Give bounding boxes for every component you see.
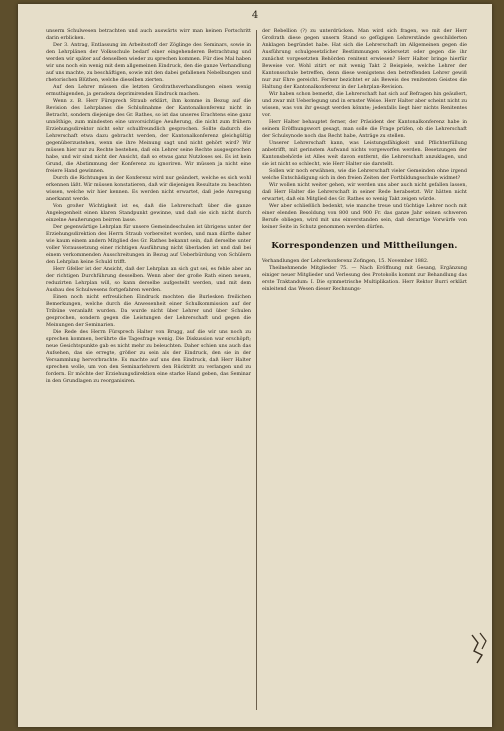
right-paragraph: Wir haben schon bemerkt, die Lehrerschaft hat sich auf Befragen hin geäußert, und zwar mit Ueberlegung und in ernster Weise. Herr Halter aber scheint nicht zu wissen, was von ihr gesagt werden könnte; jedenfalls liegt hier nichts Renitentes vor. xyxy=(262,91,467,118)
column-divider xyxy=(256,30,257,710)
right-paragraph: der Rebellion (?) zu unterdrücken. Man wird sich fragen, wo mit der Herr Großrath diese gegen unsern Stand so gefügigen Lehrerstände geschilderten Anklagen begründet habe. Hat sich die Lehrerschaft im Allgemeinen gegen die Ausführung schulgesetzlicher Bestimmungen widersetzt oder gegen die ihr zunächst vorgesetzten Behörden renitent erwiesen? Herr Halter bringe hierfür Beweise vor. Wohl zitirt er mit wenig Takt 2 Beispiele, welche Lehrer der Kantonsschule betreffen, denn diese wenigstens den betreffenden Lehrer gewiß nur zur Ehre gereicht. Ferner bezichtet er als Beweis des renitenten Geistes die Haltung der Kantonalkonferenz in der Lehrplan-Revision. xyxy=(262,28,467,90)
section-paragraph: Verhandlungen der Lehrerkonferenz Zofingen, 15. November 1882. xyxy=(262,258,429,264)
left-paragraph: Wenn z. B. Herr Fürsprech Straub erklärt, ihm komme in Bezug auf die Revision des Lehrplanes die Schlußnahme der Kantonalkonferenz nicht in Betracht, sondern diejenige des Gr. Rathes, so ist das unseres Erachtens eine ganz unnöthige, zum mindesten eine unvorsichtige Aeußerung, die nicht zum frühern Erziehungsdirektor nicht sehr schulfreundlich gesprochen. Sollte dadurch die Lehrerschaft etwa dazu gebracht werden, der Kantonalkonferenz gleichgültig gegenüberzustehen, wenn sie ihre Meinung sagt und nicht gehört wird? Wir müssen hier nur zu Rechte bestehen, daß ein Lehrer seine Rechte ausgesprochen habe, und wir sind nicht der Ansicht, daß so etwas ganz Nutzloses sei. Es ist kein Grund, die Abstimmung der Konferenz zu ignoriren. Wir müssen ja nicht eine freiere Hand gewinnen. xyxy=(46,98,251,174)
left-paragraph: Von großer Wichtigkeit ist es, daß die Lehrerschaft über die ganze Angelegenheit einen klaren Standpunkt gewinne, und daß sie sich nicht durch einzelne Aeußerungen beirren lasse. xyxy=(46,203,251,223)
left-paragraph: unserm Schulwesen betrachten und auch auswärts wirr man keinen Fortschritt darin erblicken. xyxy=(46,28,251,41)
right-paragraph: Wir wollen nicht weiter gehen, wir werden uns aber auch nicht gefallen lassen, daß Herr Halter die Lehrerschaft in seiner Rede herabsetzt. Wir hätten nicht erwartet, daß ein Mitglied des Gr. Rathes so wenig Takt zeigen würde. xyxy=(262,182,467,202)
page-number: 4 xyxy=(251,10,259,21)
right-paragraph: Herr Halter behauptet ferner, der Präsident der Kantonalkonferenz habe in seinem Eröffnungswort gesagt, man solle die Frage prüfen, ob die Lehrerschaft der Schulsynode noch das Recht habe, Anträge zu stellen. xyxy=(262,119,467,139)
right-paragraph: Wer aber schließlich bedenkt, wie manche treue und tüchtige Lehrer noch mit einer elenden Besoldung von 800 und 900 Fr. das ganze Jahr seinen schweren Berufe obliegen, wird mit uns einverstanden sein, daß derartige Vorwürfe von keiner Seite in Schutz genommen werden dürfen. xyxy=(262,203,467,230)
right-paragraph: Unserer Lehrerschaft kann, was Leistungsfähigkeit und Pflichterfüllung anbetrifft, mit gerinstem Aufwand nichts vorgeworfen werden. Besetzungen der Kantonsbehörde ist Alles weit davon entfernt, die Lehrerschaft anzuklagen, und sie ist nicht so schlecht, wie Herr Halter sie darstellt. xyxy=(262,140,467,167)
right-column xyxy=(262,28,467,293)
left-column xyxy=(46,28,251,385)
left-paragraph: Auf den Lehrer müssen die letzten Großrathsverhandlungen einen wenig ermuthigenden, ja geradezu deprimirenden Eindruck machen. xyxy=(46,84,251,97)
left-paragraph: Der 3. Antrag, Entlassung im Arbeitsstoff der Zöglinge des Seminars, sowie in den Lehrplänen der Volksschule bedarf einer eingehenderen Betrachtung und werden wir später auf denselben wieder zu sprechen kommen. Für dies Mal haben wir uns noch ein wenig mit dem allgemeinen Eindruck, den die ganze Verhandlung auf uns machte, zu beschäftigen, sowie mit den dabei gefallenen Nebelbungen und rhetorischen Blüthen, welche dieselben zierten. xyxy=(46,42,251,83)
left-paragraph: Einen noch nicht erfreulichen Eindruck mochten die Burlesken freilichen Bemerkungen, welche durch die Anwesenheit einer Schulkommission auf der Tribüne veranlaßt wurden. Da wurde nicht über Lehrer und über Schulen gesprochen, sondern gegen die Leistungen der Lehrerschaft und gegen die Meinungen der Seminarien. xyxy=(46,294,251,328)
section-heading: Korrespondenzen und Mittheilungen. xyxy=(271,241,458,251)
section-paragraph: Theilnehmende Mitglieder 75. — Nach Eröffnung mit Gesang, Ergänzung einiger neuer Mitglieder und Verlesung des Protokolls kommt zur Behandlung das erste Traktandum: I. Die symmetrische Multiplikation. Herr Rektor Burri erklärt einleitend das Wesen dieser Rechnungs- xyxy=(262,265,467,292)
left-paragraph: Die Rede des Herrn Fürsprech Halter von Brugg, auf die wir uns noch zu sprechen kommen, berührte die Tagesfrage wenig. Die Diskussion war erschöpft; neue Gesichtspunkte gab es nicht mehr zu beleuchten. Daher schien uns auch das Aufsehen, das sie erregte, größer zu sein als der Eindruck, den sie in der Versammlung hervorbrachte. Es machte auf uns den Eindruck, daß Herr Halter sprechen wolle, um von den Seminarlehrern den Rücktritt zu verlangen und zu fordern. Er möchte der Erziehungsdirektion eine starke Hand geben, das Seminar in den Grundlagen zu reorganisiren. xyxy=(46,329,251,384)
right-paragraph: Sollen wir noch erwähnen, wie die Lehrerschaft vieler Gemeinden ohne irgend welche Entschädigung sich in den freien Zeiten der Fortbildungsschule widmet? xyxy=(262,168,467,181)
left-paragraph: Der gegenwärtige Lehrplan für unsere Gemeindeschulen ist übrigens unter der Erziehungsdirektion des Herrn Straub vorbereitet worden, und man dürfte daher wie kaum einem andern Mitglied des Gr. Rathes bekannt sein, daß derselbe unter voller Voraussetzung einer richtigen Ausführung nicht überladen ist und daß bei einem verkommenden Ausschreitungen in Bezug auf Ueberbürdung von Schülern den Lehrplan keine Schuld trifft. xyxy=(46,224,251,265)
left-paragraph: Durch die Richtungen in der Konferenz wird nur geändert, welche es sich wohl erkennen läßt. Wir müssen konstatieren, daß wir diejenigen Resultate zu beachten wissen, welche wir hier kennen. Es werden nicht erwartet, daß jede Anregung anerkannt werde. xyxy=(46,175,251,202)
newspaper-page xyxy=(18,4,492,727)
left-paragraph: Herr Gfeller ist der Ansicht, daß der Lehrplan an sich gut sei, es fehle aber an der richtigen Durchführung desselben. Wenn aber der große Rath einen neuen, reduzirten Lehrplan will, so kann derselbe aufgestellt werden, und mit dem Ausbau des Schulwesens fortgefahren werden. xyxy=(46,266,251,293)
handwritten-mark-icon xyxy=(468,629,490,667)
